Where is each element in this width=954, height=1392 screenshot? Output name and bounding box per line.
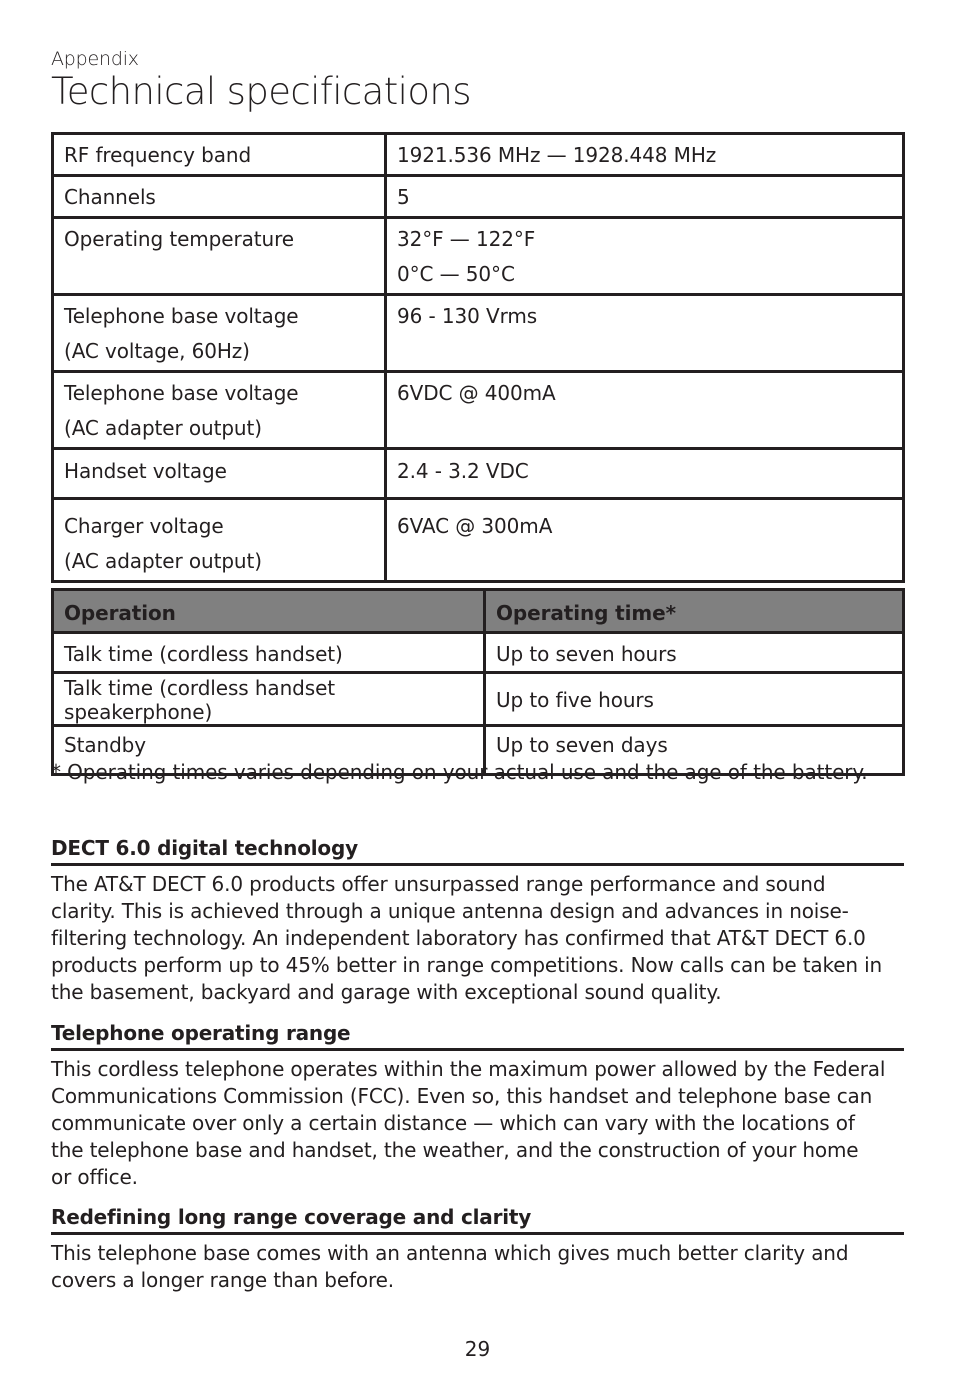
operation-table (51, 588, 905, 776)
table-row (53, 449, 904, 499)
spec-value: 6VAC @ 300mA (386, 499, 904, 582)
spec-value: 32°F — 122°F 0°C — 50°C (386, 218, 904, 295)
spec-table (51, 132, 905, 583)
page-number: 29 (464, 1337, 491, 1361)
table-header-row (53, 590, 904, 633)
operating-time-footnote: * Operating times varies depending on your actual use and the age of the battery. (51, 760, 868, 784)
operation-cell: Talk time (cordless handset speakerphone) (53, 673, 485, 726)
spec-label: Handset voltage (53, 449, 386, 499)
spec-value: 6VDC @ 400mA (386, 372, 904, 449)
spec-value: 1921.536 MHz — 1928.448 MHz (386, 134, 904, 176)
spec-label: Channels (53, 176, 386, 218)
spec-label: RF frequency band (53, 134, 386, 176)
operating-time-cell: Up to five hours (485, 673, 904, 726)
section-heading-coverage: Redefining long range coverage and clarity (51, 1205, 904, 1235)
spec-value: 2.4 - 3.2 VDC (386, 449, 904, 499)
spec-value: 5 (386, 176, 904, 218)
operating-time-cell: Up to seven days (485, 726, 904, 775)
section-body-coverage: This telephone base comes with an antenna which gives much better clarity and covers a longer range than before. (51, 1241, 849, 1292)
spec-label: Telephone base voltage (AC adapter output) (53, 372, 386, 449)
section-heading-range: Telephone operating range (51, 1021, 904, 1051)
spec-label: Operating temperature (53, 218, 386, 295)
operation-cell: Talk time (cordless handset) (53, 633, 485, 673)
column-header-operation: Operation (53, 590, 485, 633)
table-row (53, 176, 904, 218)
section-body-range: This cordless telephone operates within the maximum power allowed by the Federal Communications Commission (FCC). Even so, this handset and telephone base can communicate over only a certain distance — which can vary with the locations of the telephone base and handset, the weather, and the construction of your home or office. (51, 1057, 886, 1189)
spec-label: Telephone base voltage (AC voltage, 60Hz) (53, 295, 386, 372)
table-row (53, 673, 904, 726)
spec-label: Charger voltage (AC adapter output) (53, 499, 386, 582)
page-title: Technical specifications (51, 70, 471, 113)
table-row (53, 218, 904, 295)
table-row (53, 372, 904, 449)
table-row (53, 499, 904, 582)
table-row (53, 295, 904, 372)
column-header-operating-time: Operating time* (485, 590, 904, 633)
section-body-dect: The AT&T DECT 6.0 products offer unsurpassed range performance and sound clarity. This is achieved through a unique antenna design and advances in noise- filtering technology. An independent laboratory has confirmed that AT&T DECT 6.0 products perform up to 45% better in range competitions. Now calls can be taken in the basement, backyard and garage with exceptional sound quality. (51, 872, 883, 1004)
operation-cell: Standby (53, 726, 485, 775)
table-row (53, 134, 904, 176)
section-heading-dect: DECT 6.0 digital technology (51, 836, 904, 866)
section-label: Appendix (51, 48, 139, 70)
spec-value: 96 - 130 Vrms (386, 295, 904, 372)
operating-time-cell: Up to seven hours (485, 633, 904, 673)
table-row (53, 633, 904, 673)
